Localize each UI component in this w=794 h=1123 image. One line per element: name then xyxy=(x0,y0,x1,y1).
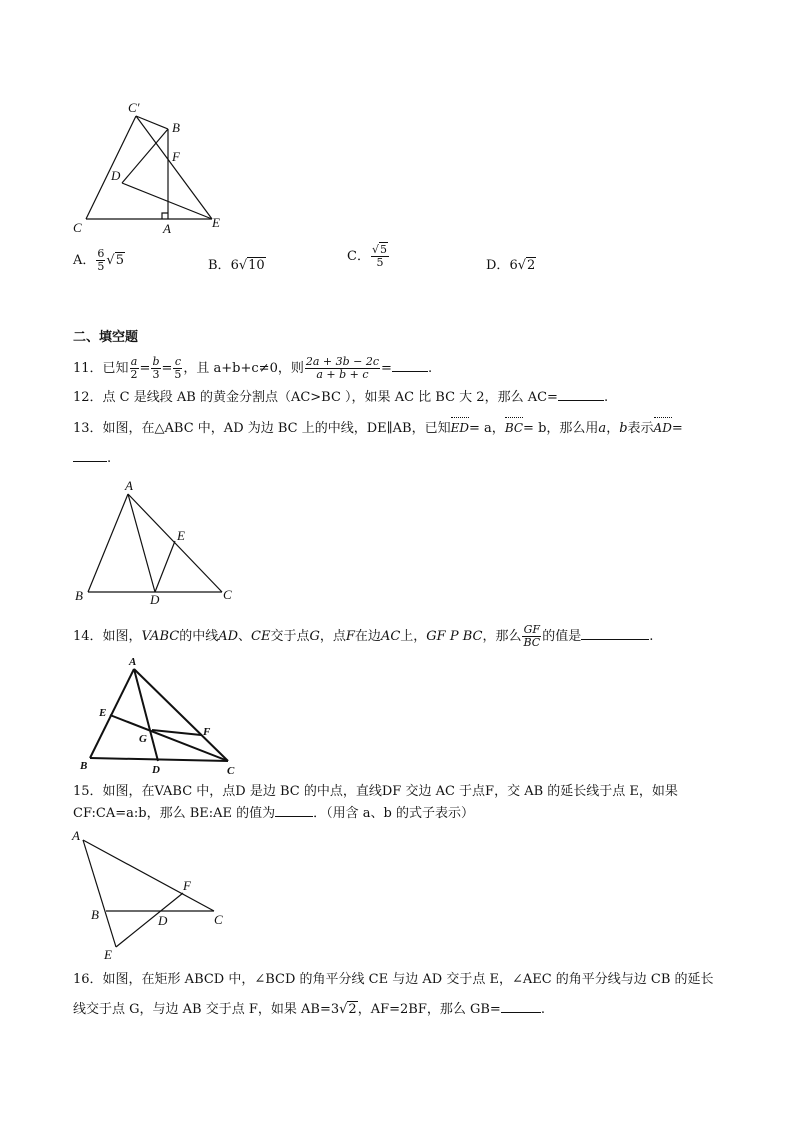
fig14-label-b: B xyxy=(80,760,88,772)
q14-figure xyxy=(72,655,247,780)
option-a: A． $\frac{6}{5}$ √5 xyxy=(73,247,124,273)
q11-answer-blank[interactable] xyxy=(392,359,428,372)
option-b: B．6√10 xyxy=(208,258,265,273)
fig15-label-c: C xyxy=(214,912,223,927)
fig13-label-d: D xyxy=(150,592,160,607)
option-a-label: A． xyxy=(73,253,96,268)
option-d: D．6√2 xyxy=(486,258,536,273)
question-13-cont: . xyxy=(73,449,111,469)
fig13-label-c: C xyxy=(223,587,232,602)
q14-answer-blank[interactable] xyxy=(581,627,649,640)
fig10-label-cprime: C′ xyxy=(128,100,140,115)
option-b-label: B． xyxy=(208,258,231,273)
q13-figure xyxy=(70,478,240,608)
fig14-label-d: D xyxy=(152,764,160,776)
fig15-label-b: B xyxy=(91,907,99,922)
question-11: 11．已知 $\frac{a}{2}$ = $\frac{b}{3}$ = $\frac{c}{5}$ ，且 a+b+c≠0，则 $\frac{2a + 3b - 2c}{a + b + c}$ = . xyxy=(73,355,433,381)
q15-figure xyxy=(66,826,236,966)
option-a-radicand: 5 xyxy=(115,253,124,268)
option-c-label: C． xyxy=(347,249,370,264)
fig14-label-g: G xyxy=(139,733,147,745)
fig13-label-a: A xyxy=(125,478,133,493)
option-c-fraction: $\frac{√5}{5}$ xyxy=(371,243,387,269)
option-d-label: D． xyxy=(486,258,510,273)
section-title: 二、填空题 xyxy=(73,330,139,345)
question-14: 14．如图，VABC的中线AD、CE交于点G，点F在边AC上，GF P BC，那么 $\frac{GF}{BC}$ 的值是 . xyxy=(73,623,654,649)
option-a-fraction: $\frac{6}{5}$ xyxy=(97,247,105,273)
fig15-label-d: D xyxy=(158,913,168,928)
q12-answer-blank[interactable] xyxy=(558,388,604,401)
question-16-line-1: 16．如图，在矩形 ABCD 中，∠BCD 的角平分线 CE 与边 AD 交于点 E，∠AEC 的角平分线与边 CB 的延长 xyxy=(73,972,714,987)
fig14-label-f: F xyxy=(203,726,211,738)
fig10-label-e: E xyxy=(212,215,220,230)
fig15-label-a: A xyxy=(72,828,80,843)
fig14-label-e: E xyxy=(99,707,107,719)
fig10-label-f: F xyxy=(172,149,180,164)
fig13-label-b: B xyxy=(75,588,83,603)
question-15-line-2: CF:CA=a:b，那么 BE:AE 的值为 ．（用含 a、b 的式子表示） xyxy=(73,806,474,821)
option-c xyxy=(347,244,390,269)
fig10-label-b: B xyxy=(172,120,180,135)
fig15-label-f: F xyxy=(183,878,191,893)
fig10-label-d: D xyxy=(111,168,121,183)
option-d-radicand: 2 xyxy=(527,258,536,273)
q16-answer-blank[interactable] xyxy=(501,1000,541,1013)
q15-answer-blank[interactable] xyxy=(275,804,313,817)
fig13-label-e: E xyxy=(177,528,185,543)
fig14-label-a: A xyxy=(129,656,137,668)
question-15-line-1: 15．如图，在VABC 中，点D 是边 BC 的中点，直线DF 交边 AC 于点F，交 AB 的延长线于点 E，如果 xyxy=(73,784,678,799)
fig10-label-c: C xyxy=(73,220,82,235)
fig10-label-a: A xyxy=(163,221,171,236)
question-12: 12．点 C 是线段 AB 的黄金分割点（AC>BC ），如果 AC 比 BC 大 2，那么 AC= . xyxy=(73,390,609,405)
q10-figure xyxy=(60,98,240,243)
question-13: 13．如图，在△ABC 中，AD 为边 BC 上的中线，DE∥AB，已知ED= a，BC= b，那么用a，b表示AD= xyxy=(73,418,683,439)
fig14-label-c: C xyxy=(227,765,235,777)
q13-answer-blank[interactable] xyxy=(73,449,107,462)
option-b-radicand: 10 xyxy=(248,258,265,273)
question-16-line-2: 线交于点 G，与边 AB 交于点 F，如果 AB=3√2，AF=2BF，那么 GB= . xyxy=(73,1002,545,1017)
fig15-label-e: E xyxy=(104,947,112,962)
